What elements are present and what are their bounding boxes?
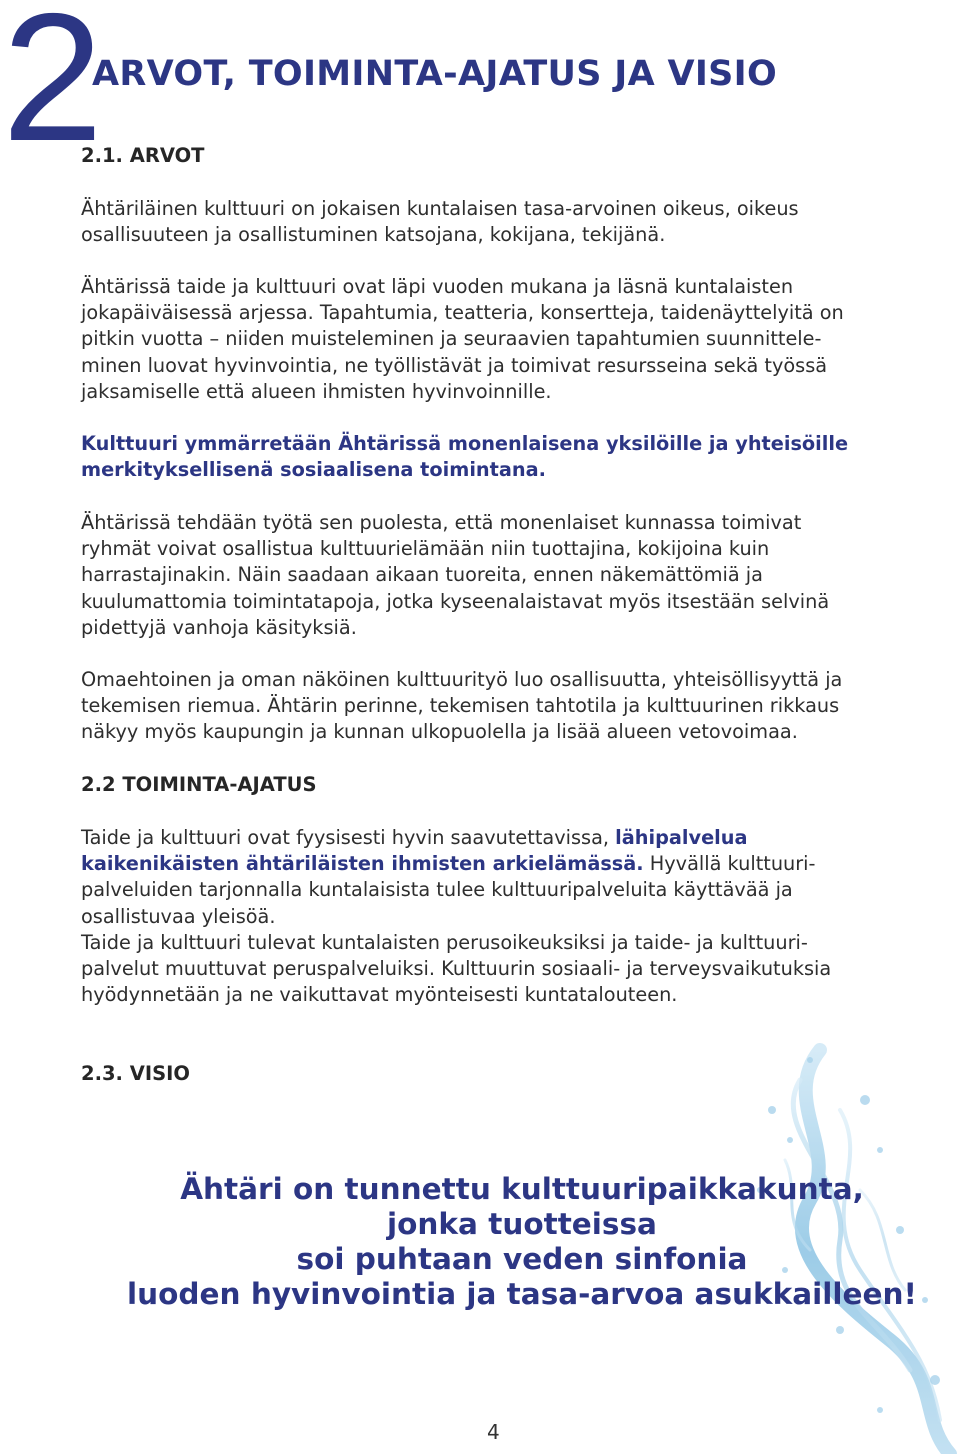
text-line: Taide ja kulttuuri tulevat kuntalaisten perusoikeuksiksi ja taide- ja kulttuuri- [81, 930, 808, 954]
page-number: 4 [487, 1420, 500, 1444]
highlight-statement [81, 431, 941, 483]
text-line: ryhmät voivat osallistua kulttuurielämään niin tuottajina, kokijoina kuin [81, 537, 770, 561]
text-line: osallistuvaa yleisöä. [81, 904, 276, 928]
text-line: palvelut muuttuvat peruspalveluiksi. Kulttuurin sosiaali- ja terveysvaikutuksia [81, 957, 832, 981]
text-line: pidettyjä vanhoja käsityksiä. [81, 615, 357, 639]
text-line: minen luovat hyvinvointia, ne työllistävät ja toimivat resursseina sekä työssä [81, 353, 828, 377]
section-heading-visio: 2.3. VISIO [81, 1062, 190, 1085]
text-run: Hyvällä kulttuuri- [643, 852, 816, 876]
chapter-title: ARVOT, TOIMINTA-AJATUS JA VISIO [92, 54, 778, 94]
paragraph-arvot-3 [81, 510, 941, 641]
section-heading-arvot: 2.1. ARVOT [81, 144, 205, 167]
text-line: Ähtärissä tehdään työtä sen puolesta, että monenlaiset kunnassa toimivat [81, 511, 802, 534]
text-line: Ähtärissä taide ja kulttuuri ovat läpi vuoden mukana ja läsnä kuntalaisten [81, 275, 794, 298]
paragraph-arvot-2 [81, 274, 941, 405]
text-line: jokapäiväisessä arjessa. Tapahtumia, teatteria, konsertteja, taidenäyttelyitä on [81, 301, 844, 325]
vision-line: soi puhtaan veden sinfonia [296, 1242, 748, 1276]
chapter-number: 2 [2, 0, 100, 179]
section-heading-toiminta-ajatus: 2.2 TOIMINTA-AJATUS [81, 773, 317, 796]
text-line: Omaehtoinen ja oman näköinen kulttuurityö luo osallisuutta, yhteisöllisyyttä ja [81, 668, 843, 691]
text-line: näkyy myös kaupungin ja kunnan ulkopuolella ja lisää alueen vetovoimaa. [81, 720, 798, 744]
paragraph-arvot-4 [81, 667, 941, 746]
text-line: jaksamiselle että alueen ihmisten hyvinvoinnille. [81, 379, 552, 403]
paragraph-arvot-1 [81, 196, 941, 248]
text-line: harrastajinakin. Näin saadaan aikaan tuoreita, ennen näkemättömiä ja [81, 563, 763, 587]
vision-line: luoden hyvinvointia ja tasa-arvoa asukkailleen! [127, 1277, 917, 1311]
vision-line: Ähtäri on tunnettu kulttuuripaikkakunta, [180, 1172, 864, 1206]
text-line: Ähtäriläinen kulttuuri on jokaisen kuntalaisen tasa-arvoinen oikeus, oikeus [81, 197, 799, 220]
highlight-text: kaikenikäisten ähtäriläisten ihmisten arkielämässä. [81, 852, 644, 876]
vision-statement [0, 1172, 960, 1312]
text-line: Kulttuuri ymmärretään Ähtärissä monenlaisena yksilöille ja yhteisöille [81, 432, 849, 455]
text-line: tekemisen riemua. Ähtärin perinne, tekemisen tahtotila ja kulttuurinen rikkaus [81, 694, 840, 718]
highlight-text: lähipalvelua [615, 826, 748, 849]
vision-line: jonka tuotteissa [387, 1207, 657, 1241]
text-line: pitkin vuotta – niiden muisteleminen ja seuraavien tapahtumien suunnittele- [81, 327, 822, 351]
text-line [81, 825, 941, 851]
text-line: kuulumattomia toimintatapoja, jotka kyseenalaistavat myös itsestään selvinä [81, 589, 830, 613]
text-run: Taide ja kulttuuri ovat fyysisesti hyvin saavutettavissa, [81, 826, 616, 849]
text-line: osallisuuteen ja osallistuminen katsojana, kokijana, tekijänä. [81, 223, 666, 247]
paragraph-toiminta-ajatus [81, 825, 941, 1008]
text-line [81, 851, 941, 877]
text-line: palveluiden tarjonnalla kuntalaisista tulee kulttuuripalveluita käyttävää ja [81, 878, 793, 902]
text-line: merkityksellisenä sosiaalisena toimintana. [81, 458, 546, 482]
text-line: hyödynnetään ja ne vaikuttavat myönteisesti kuntatalouteen. [81, 983, 678, 1007]
